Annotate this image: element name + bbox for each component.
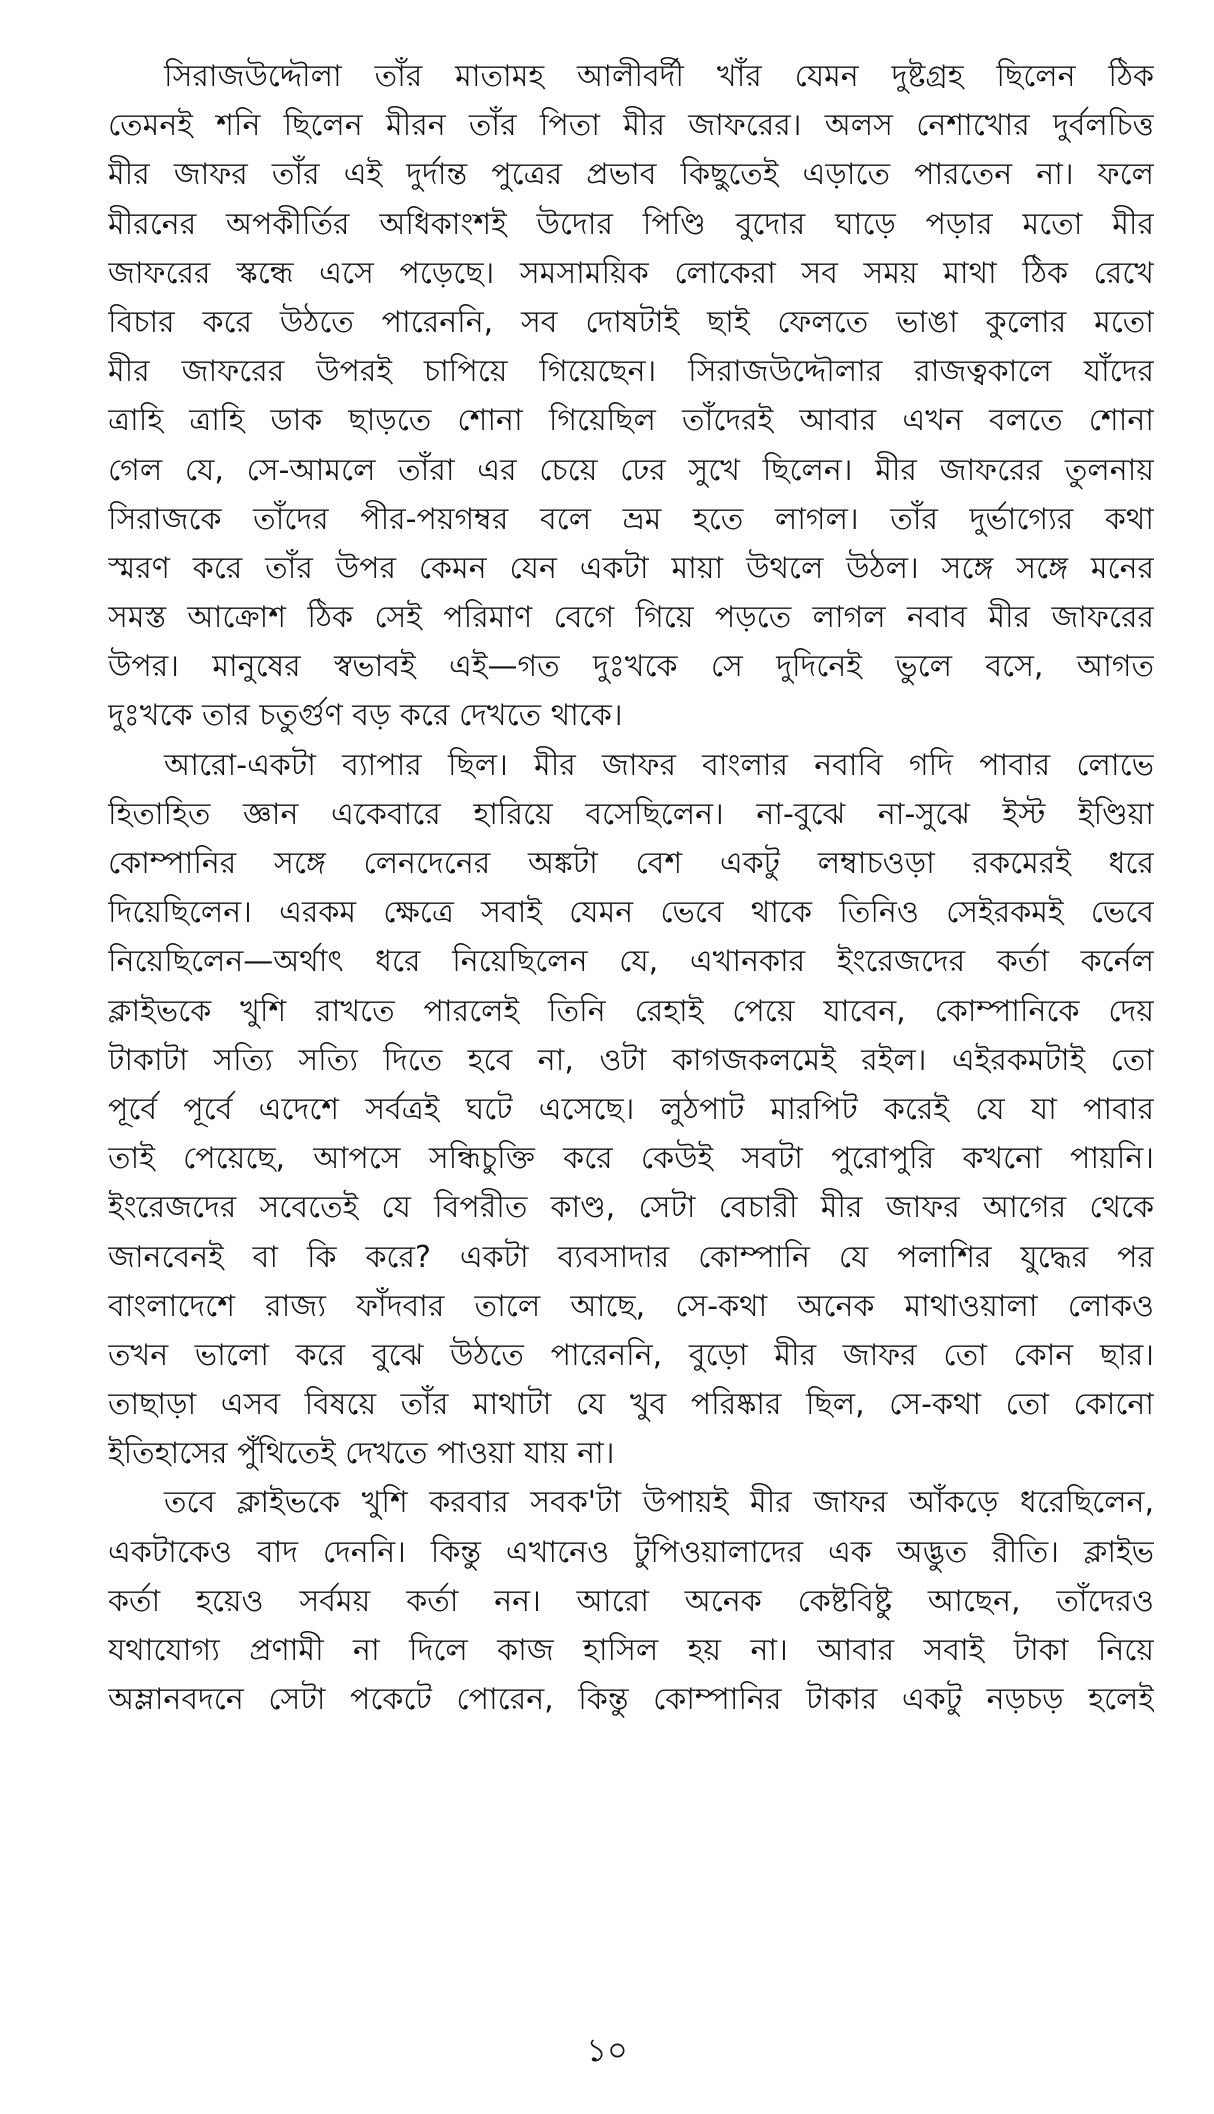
text-line: তখন ভালো করে বুঝে উঠতে পারেননি, বুড়ো মীর জাফর তো কোন ছার। (108, 1337, 1154, 1373)
text-line: সিরাজউদ্দৌলা তাঁর মাতামহ আলীবর্দী খাঁর যেমন দুষ্টগ্রহ ছিলেন ঠিক (164, 59, 1154, 94)
text-line: মীর জাফর তাঁর এই দুর্দান্ত পুত্রের প্রভাব কিছুতেই এড়াতে পারতেন না। ফলে (108, 157, 1154, 193)
text-line: ইতিহাসের পুঁথিতেই দেখতে পাওয়া যায় না। (108, 1436, 615, 1472)
text-line: অম্লানবদনে সেটা পকেটে পোরেন, কিন্তু কোম্পানির টাকার একটু নড়চড় হলেই (108, 1682, 1154, 1718)
text-line: যথাযোগ্য প্রণামী না দিলে কাজ হাসিল হয় না। আবার সবাই টাকা নিয়ে (108, 1633, 1154, 1668)
text-line: ইংরেজদের সবেতেই যে বিপরীত কাণ্ড, সেটা বেচারী মীর জাফর আগের থেকে (108, 1190, 1154, 1226)
text-line: টাকাটা সত্যি সত্যি দিতে হবে না, ওটা কাগজকলমেই রইল। এইরকমটাই তো (108, 1042, 1154, 1078)
text-line: মীরনের অপকীর্তির অধিকাংশই উদোর পিণ্ডি বুদোর ঘাড়ে পড়ার মতো মীর (108, 206, 1154, 242)
text-line: পূর্বে পূর্বে এদেশে সর্বত্রই ঘটে এসেছে। লুঠপাট মারপিট করেই যে যা পাবার (108, 1091, 1154, 1127)
text-line: বিচার করে উঠতে পারেননি, সব দোষটাই ছাই ফেলতে ভাঙা কুলোর মতো (108, 304, 1154, 340)
text-line: বাংলাদেশে রাজ্য ফাঁদবার তালে আছে, সে-কথা অনেক মাথাওয়ালা লোকও (108, 1288, 1154, 1324)
text-line: উপর। মানুষের স্বভাবই এই—গত দুঃখকে সে দুদিনেই ভুলে বসে, আগত (108, 649, 1154, 685)
text-line: স্মরণ করে তাঁর উপর কেমন যেন একটা মায়া উথলে উঠল। সঙ্গে সঙ্গে মনের (108, 550, 1154, 586)
text-line: জাফরের স্কন্ধে এসে পড়েছে। সমসাময়িক লোকেরা সব সময় মাথা ঠিক রেখে (108, 255, 1154, 291)
text-line: গেল যে, সে-আমলে তাঁরা এর চেয়ে ঢের সুখে ছিলেন। মীর জাফরের তুলনায় (108, 452, 1154, 488)
text-line: দুঃখকে তার চতুর্গুণ বড় করে দেখতে থাকে। (108, 698, 623, 734)
text-line: তেমনই শনি ছিলেন মীরন তাঁর পিতা মীর জাফরের। অলস নেশাখোর দুর্বলচিত্ত (108, 108, 1154, 144)
text-line: কোম্পানির সঙ্গে লেনদেনের অঙ্কটা বেশ একটু লম্বাচওড়া রকমেরই ধরে (108, 846, 1154, 881)
text-line: তবে ক্লাইভকে খুশি করবার সবক'টা উপায়ই মীর জাফর আঁকড়ে ধরেছিলেন, (164, 1485, 1154, 1521)
page-number: ১০ (586, 2031, 628, 2069)
text-line: ক্লাইভকে খুশি রাখতে পারলেই তিনি রেহাই পেয়ে যাবেন, কোম্পানিকে দেয় (108, 993, 1154, 1029)
text-line: নিয়েছিলেন—অর্থাৎ ধরে নিয়েছিলেন যে, এখানকার ইংরেজদের কর্তা কর্নেল (108, 944, 1154, 980)
text-line: সিরাজকে তাঁদের পীর-পয়গম্বর বলে ভ্রম হতে লাগল। তাঁর দুর্ভাগ্যের কথা (108, 501, 1154, 537)
text-line: তাছাড়া এসব বিষয়ে তাঁর মাথাটা যে খুব পরিষ্কার ছিল, সে-কথা তো কোনো (108, 1387, 1154, 1423)
text-line: একটাকেও বাদ দেননি। কিন্তু এখানেও টুপিওয়ালাদের এক অদ্ভুত রীতি। ক্লাইভ (108, 1534, 1154, 1570)
text-line: জানবেনই বা কি করে? একটা ব্যবসাদার কোম্পানি যে পলাশির যুদ্ধের পর (108, 1239, 1154, 1275)
text-line: ত্রাহি ত্রাহি ডাক ছাড়তে শোনা গিয়েছিল তাঁদেরই আবার এখন বলতে শোনা (108, 403, 1154, 439)
text-line: আরো-একটা ব্যাপার ছিল। মীর জাফর বাংলার নবাবি গদি পাবার লোভে (164, 747, 1154, 783)
text-line: তাই পেয়েছে, আপসে সন্ধিচুক্তি করে কেউই সবটা পুরোপুরি কখনো পায়নি। (108, 1141, 1154, 1177)
text-line: দিয়েছিলেন। এরকম ক্ষেত্রে সবাই যেমন ভেবে থাকে তিনিও সেইরকমই ভেবে (108, 895, 1154, 931)
text-line: সমস্ত আক্রোশ ঠিক সেই পরিমাণ বেগে গিয়ে পড়তে লাগল নবাব মীর জাফরের (108, 600, 1154, 636)
body-text (108, 52, 1154, 1724)
text-line: মীর জাফরের উপরই চাপিয়ে গিয়েছেন। সিরাজউদ্দৌলার রাজত্বকালে যাঁদের (108, 354, 1154, 390)
text-line: কর্তা হয়েও সর্বময় কর্তা নন। আরো অনেক কেষ্টবিষ্টু আছেন, তাঁদেরও (108, 1583, 1154, 1619)
text-line: হিতাহিত জ্ঞান একেবারে হারিয়ে বসেছিলেন। না-বুঝে না-সুঝে ইস্ট ইণ্ডিয়া (108, 796, 1154, 832)
